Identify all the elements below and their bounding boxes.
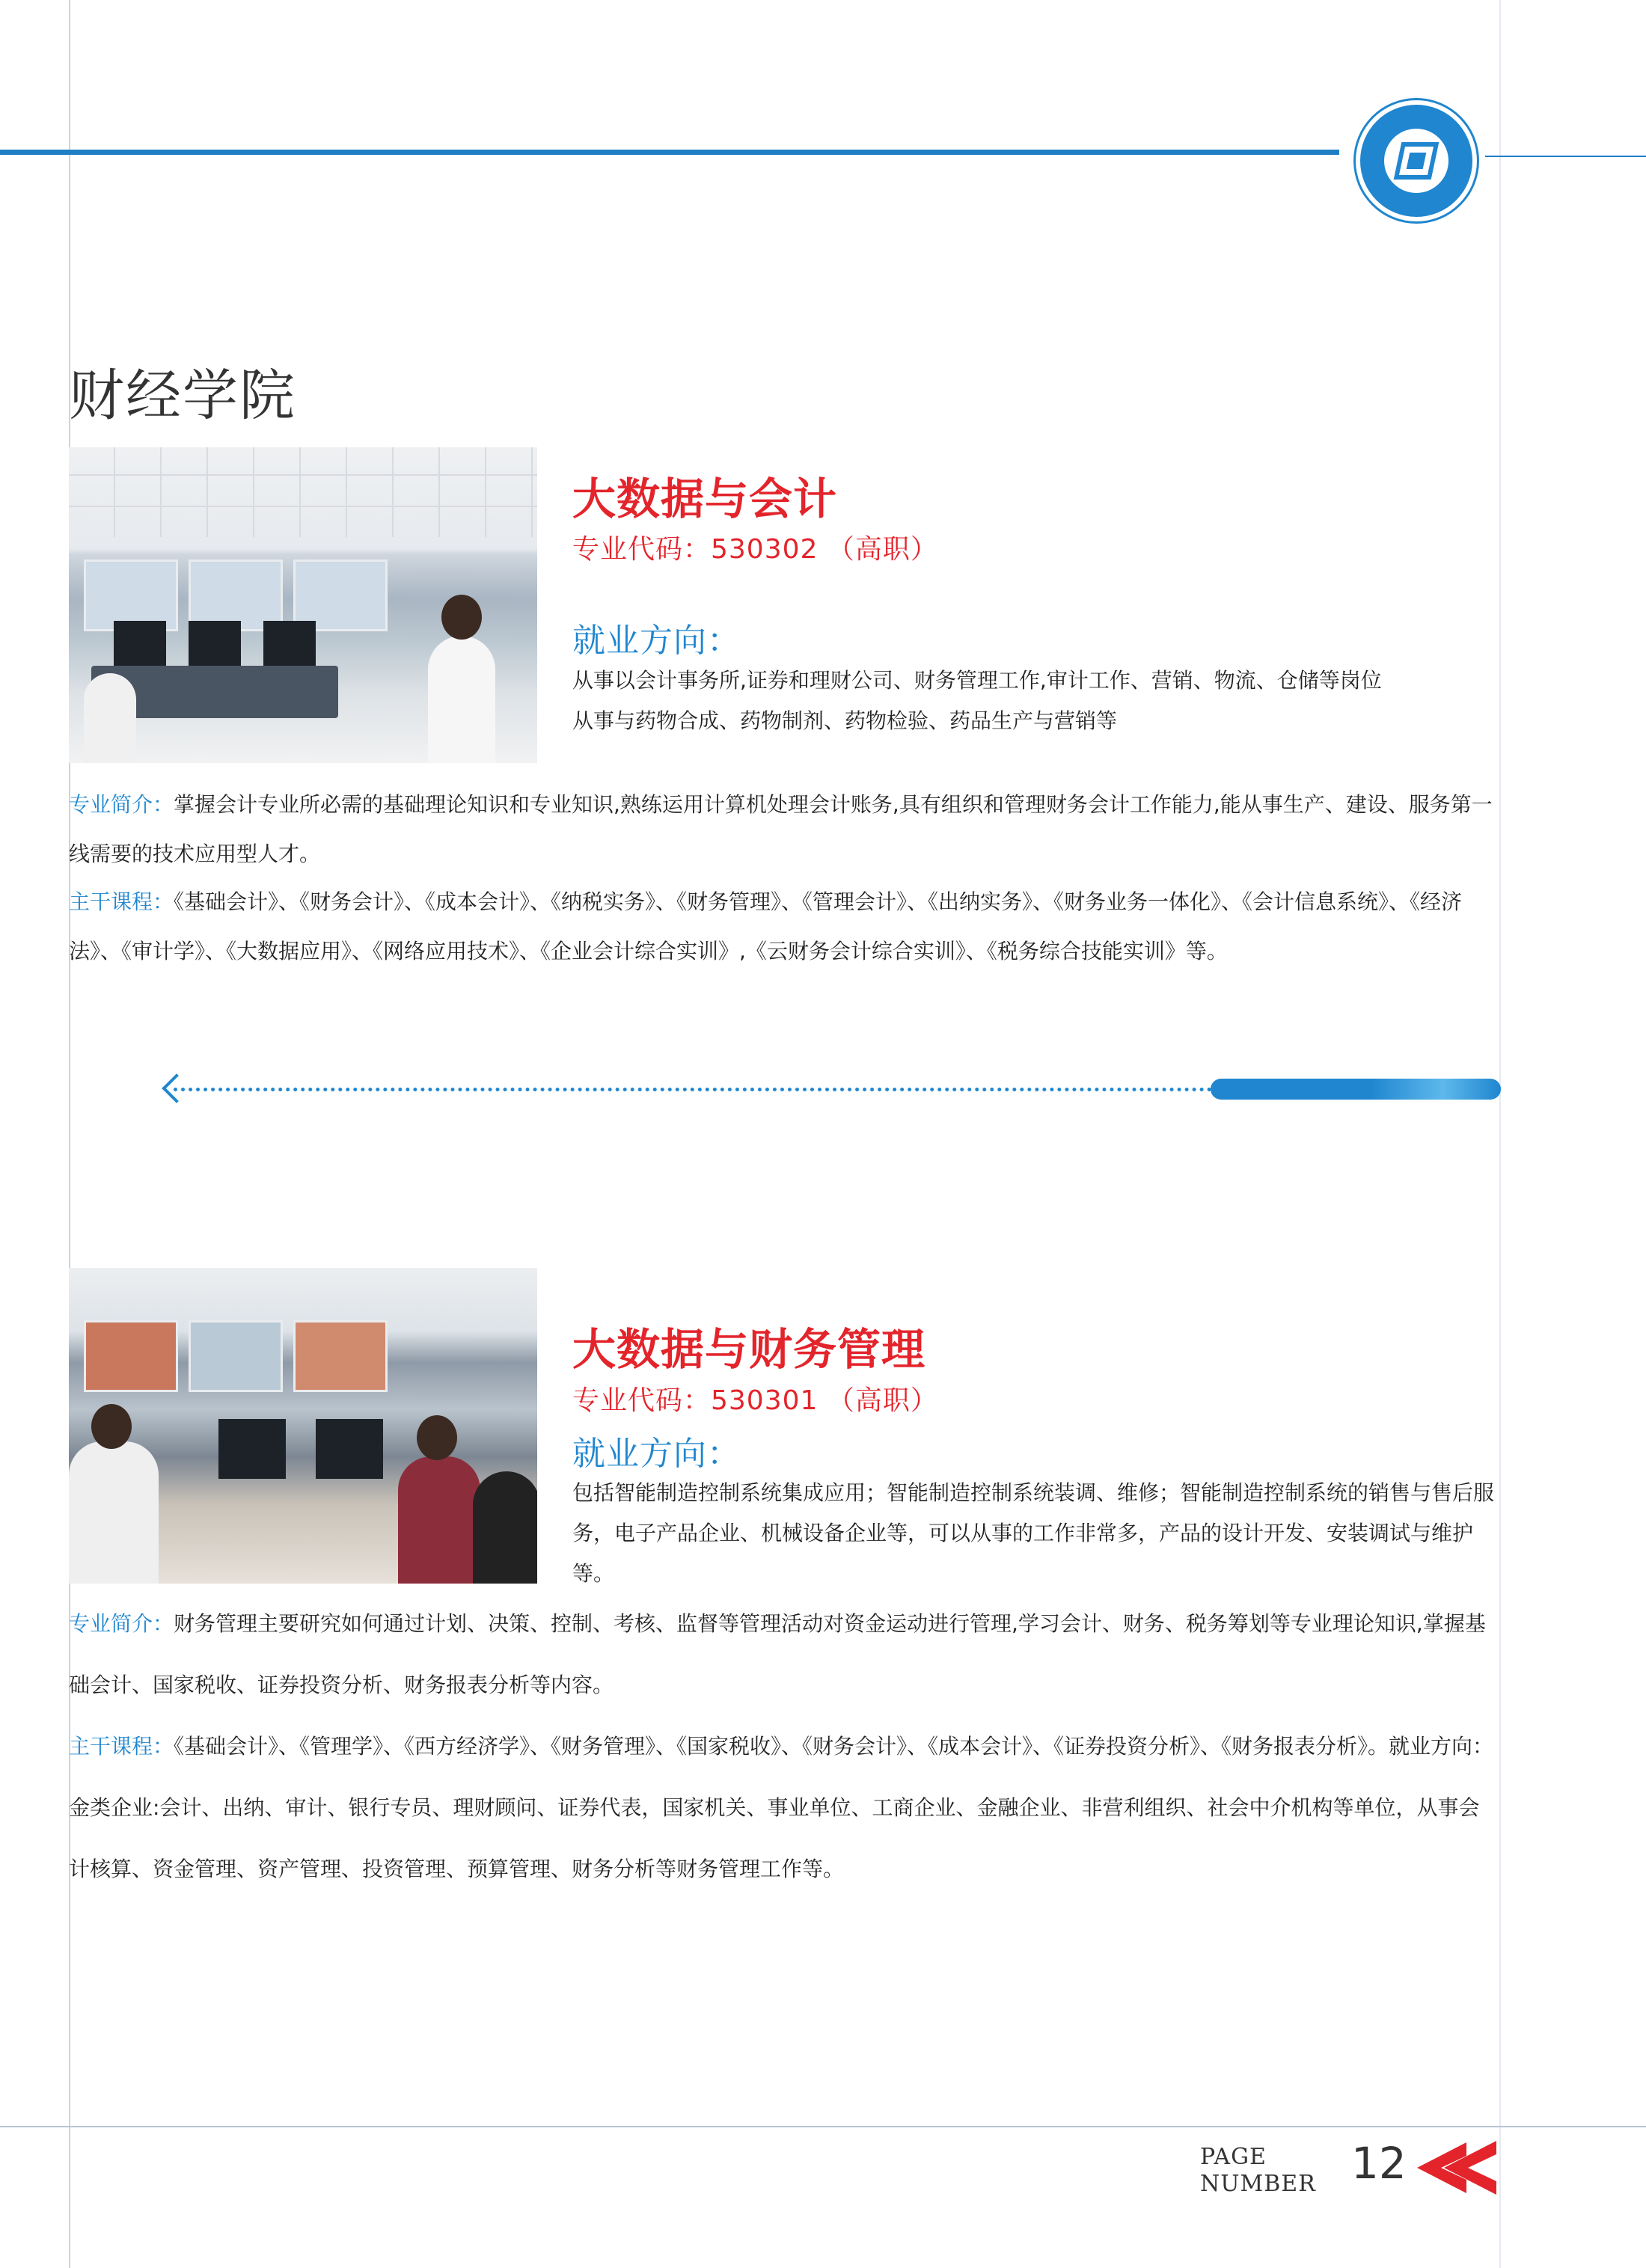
intro-paragraph-2 xyxy=(69,1593,1499,1716)
intro-label: 专业简介： xyxy=(69,1611,174,1636)
seal-emblem-icon xyxy=(1394,142,1440,180)
intro-text: 财务管理主要研究如何通过计划、决策、控制、考核、监督等管理活动对资金运动进行管理,学习会计、财务、税务筹划等专业理论知识,掌握基础会计、国家税收、证券投资分析、财务报表分析等内容。 xyxy=(69,1611,1486,1697)
courses-label: 主干课程： xyxy=(69,1734,174,1759)
classroom-photo-1 xyxy=(69,447,537,763)
courses-label: 主干课程： xyxy=(69,889,174,914)
job-text-1 xyxy=(572,661,1500,741)
job-text-2: 包括智能制造控制系统集成应用；智能制造控制系统装调、维修；智能制造控制系统的销售与售后服务，电子产品企业、机械设备企业等，可以从事的工作非常多，产品的设计开发、安装调试与维护等。 xyxy=(572,1480,1495,1586)
header-rule xyxy=(0,150,1339,155)
college-title: 财经学院 xyxy=(69,364,296,428)
job-line: 从事与药物合成、药物制剂、药物检验、药品生产与营销等 xyxy=(572,708,1118,733)
divider-bar xyxy=(1211,1079,1501,1100)
page-number-label xyxy=(1200,2144,1316,2198)
left-margin-line xyxy=(69,0,70,2268)
footer-rule xyxy=(0,2126,1646,2127)
number-word: NUMBER xyxy=(1200,2171,1316,2197)
dotted-divider xyxy=(174,1088,1212,1091)
intro-label: 专业简介： xyxy=(69,792,174,817)
job-line: 从事以会计事务所,证券和理财公司、财务管理工作,审计工作、营销、物流、仓储等岗位 xyxy=(572,668,1382,693)
classroom-photo-2 xyxy=(69,1268,537,1584)
courses-text: 《基础会计》、《管理学》、《西方经济学》、《财务管理》、《国家税收》、《财务会计》、《成本会计》、《证券投资分析》、《财务报表分析》。就业方向：金类企业:会计、出纳、审计、银行专员、理财顾问、证券代表，国家机关、事业单位、工商企业、金融企业、非营利组织、社会中介机构等单位，从事会计核算、资金管理、资产管理、投资管理、预算管理、财务分析等财务管理工作等。 xyxy=(69,1734,1494,1881)
job-heading-1: 就业方向： xyxy=(572,622,741,660)
major-title-1: 大数据与会计 xyxy=(572,473,838,524)
page-word: PAGE xyxy=(1200,2144,1267,2170)
job-heading-2: 就业方向： xyxy=(572,1435,741,1473)
major-title-2: 大数据与财务管理 xyxy=(572,1324,926,1375)
right-margin-line xyxy=(1499,0,1501,2268)
intro-text: 掌握会计专业所必需的基础理论知识和专业知识,熟练运用计算机处理会计账务,具有组织和管理财务会计工作能力,能从事生产、建设、服务第一线需要的技术应用型人才。 xyxy=(69,792,1493,866)
courses-paragraph-1 xyxy=(69,877,1499,976)
courses-paragraph-2 xyxy=(69,1716,1499,1900)
intro-paragraph-1 xyxy=(69,780,1499,879)
major-code-2: 专业代码：530301 （高职） xyxy=(572,1385,938,1416)
header-rule-right xyxy=(1485,156,1646,157)
seal-center xyxy=(1384,129,1448,193)
double-chevron-left-icon xyxy=(1414,2138,1504,2198)
major-code-1: 专业代码：530302 （高职） xyxy=(572,534,938,565)
page-number: 12 xyxy=(1351,2138,1407,2189)
courses-text: 《基础会计》、《财务会计》、《成本会计》、《纳税实务》、《财务管理》、《管理会计》、《出纳实务》、《财务业务一体化》、《会计信息系统》、《经济法》、《审计学》、《大数据应用》、《网络应用技术》、《企业会计综合实训》,《云财务会计综合实训》、《税务综合技能实训》等。 xyxy=(69,889,1463,963)
school-seal-logo xyxy=(1360,105,1472,217)
